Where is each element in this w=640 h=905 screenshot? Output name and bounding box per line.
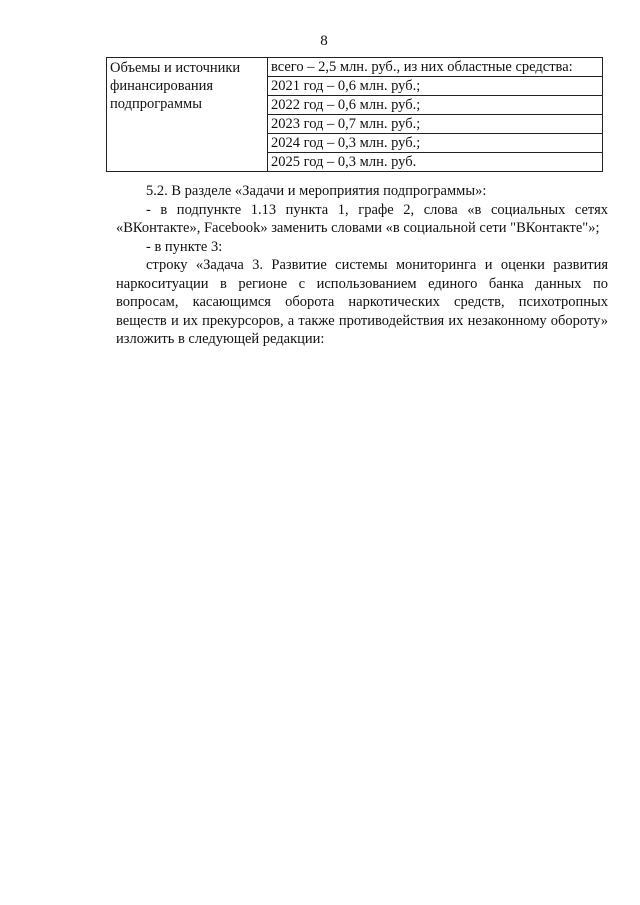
financing-table	[106, 57, 603, 172]
table-row	[107, 58, 603, 172]
amendment-paragraph-1: - в подпункте 1.13 пункта 1, графе 2, слова «в социальных сетях «ВКонтакте», Facebook» заменить словами «в социальной сети "ВКонтакте"»;	[116, 201, 608, 236]
financing-year-2021: 2021 год – 0,6 млн. руб.;	[268, 77, 602, 96]
financing-values-cell	[268, 58, 603, 172]
financing-year-2024: 2024 год – 0,3 млн. руб.;	[268, 134, 602, 153]
document-body	[116, 182, 608, 349]
financing-year-2025: 2025 год – 0,3 млн. руб.	[271, 154, 417, 170]
financing-year-2023: 2023 год – 0,7 млн. руб.;	[268, 115, 602, 134]
amendment-paragraph-3: строку «Задача 3. Развитие системы мониторинга и оценки развития наркоситуации в регионе с использованием единого банка данных по вопросам, касающимся оборота наркотических средств, психотропных веществ и их прекурсоров, а также противодействия их незаконному обороту» изложить в следующей редакции:	[116, 257, 608, 347]
financing-total-line: всего – 2,5 млн. руб., из них областные средства:	[268, 58, 602, 77]
financing-label-cell: Объемы и источники финансирования подпрограммы	[107, 58, 268, 172]
section-heading-paragraph: 5.2. В разделе «Задачи и мероприятия подпрограммы»:	[146, 183, 487, 199]
financing-year-2022: 2022 год – 0,6 млн. руб.;	[268, 96, 602, 115]
page-number: 8	[320, 33, 328, 49]
amendment-paragraph-2: - в пункте 3:	[146, 238, 223, 255]
